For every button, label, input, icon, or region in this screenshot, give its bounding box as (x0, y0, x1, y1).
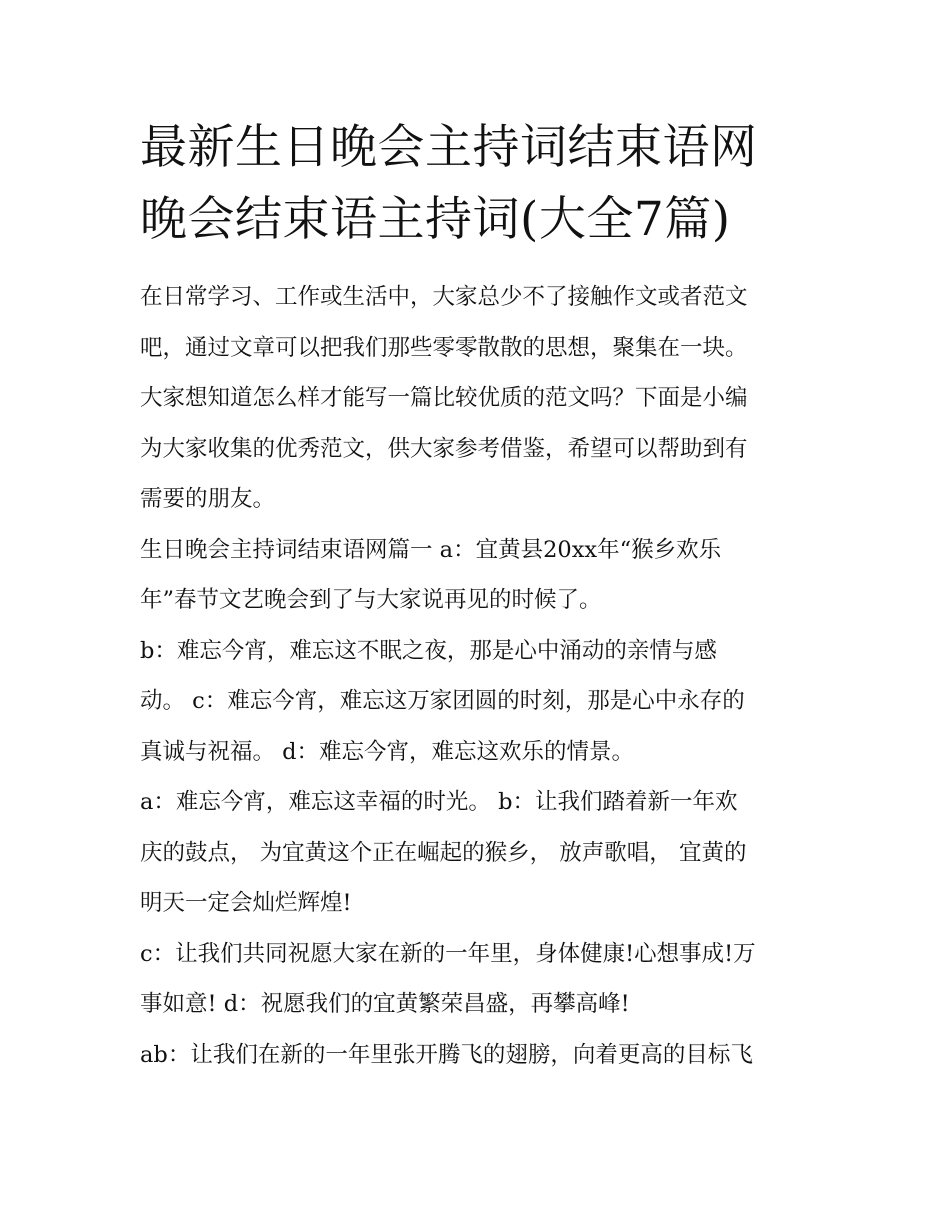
text-line: 大家想知道怎么样才能写一篇比较优质的范文吗？下面是小编 (140, 385, 748, 411)
text-line: ab：让我们在新的一年里张开腾飞的翅膀，向着更高的目标飞 (140, 1041, 753, 1068)
title-line: 最新生日晚会主持词结束语网 (140, 120, 758, 175)
text-line: 动。 c：难忘今宵，难忘这万家团圆的时刻，那是心中永存的 (140, 688, 745, 714)
text-line: 吧，通过文章可以把我们那些零零散散的思想，聚集在一块。 (140, 334, 748, 361)
text-line: 生日晚会主持词结束语网篇一 a：宜黄县20xx年“猴乡欢乐 (140, 536, 722, 563)
title-line: 晚会结束语主持词(大全7篇) (140, 192, 731, 247)
document-body (140, 272, 816, 1080)
text-line: c：让我们共同祝愿大家在新的一年里，身体健康!心想事成!万 (140, 940, 756, 967)
text-line: 年”春节文艺晚会到了与大家说再见的时候了。 (140, 587, 602, 613)
text-line: 明天一定会灿烂辉煌! (140, 890, 352, 916)
text-line: b：难忘今宵，难忘这不眠之夜，那是心中涌动的亲情与感 (140, 637, 717, 664)
text-line: a：难忘今宵，难忘这幸福的时光。 b：让我们踏着新一年欢 (140, 789, 738, 815)
document-title (140, 112, 816, 256)
text-line: 需要的朋友。 (140, 486, 276, 512)
text-line: 为大家收集的优秀范文，供大家参考借鉴，希望可以帮助到有 (140, 435, 748, 462)
text-line: 事如意! d：祝愿我们的宜黄繁荣昌盛，再攀高峰! (140, 991, 630, 1017)
text-line: 真诚与祝福。 d：难忘今宵，难忘这欢乐的情景。 (140, 738, 635, 765)
text-line: 庆的鼓点， 为宜黄这个正在崛起的猴乡， 放声歌唱， 宜黄的 (140, 839, 747, 866)
text-line: 在日常学习、工作或生活中，大家总少不了接触作文或者范文 (140, 284, 748, 310)
document-page (140, 112, 816, 1080)
